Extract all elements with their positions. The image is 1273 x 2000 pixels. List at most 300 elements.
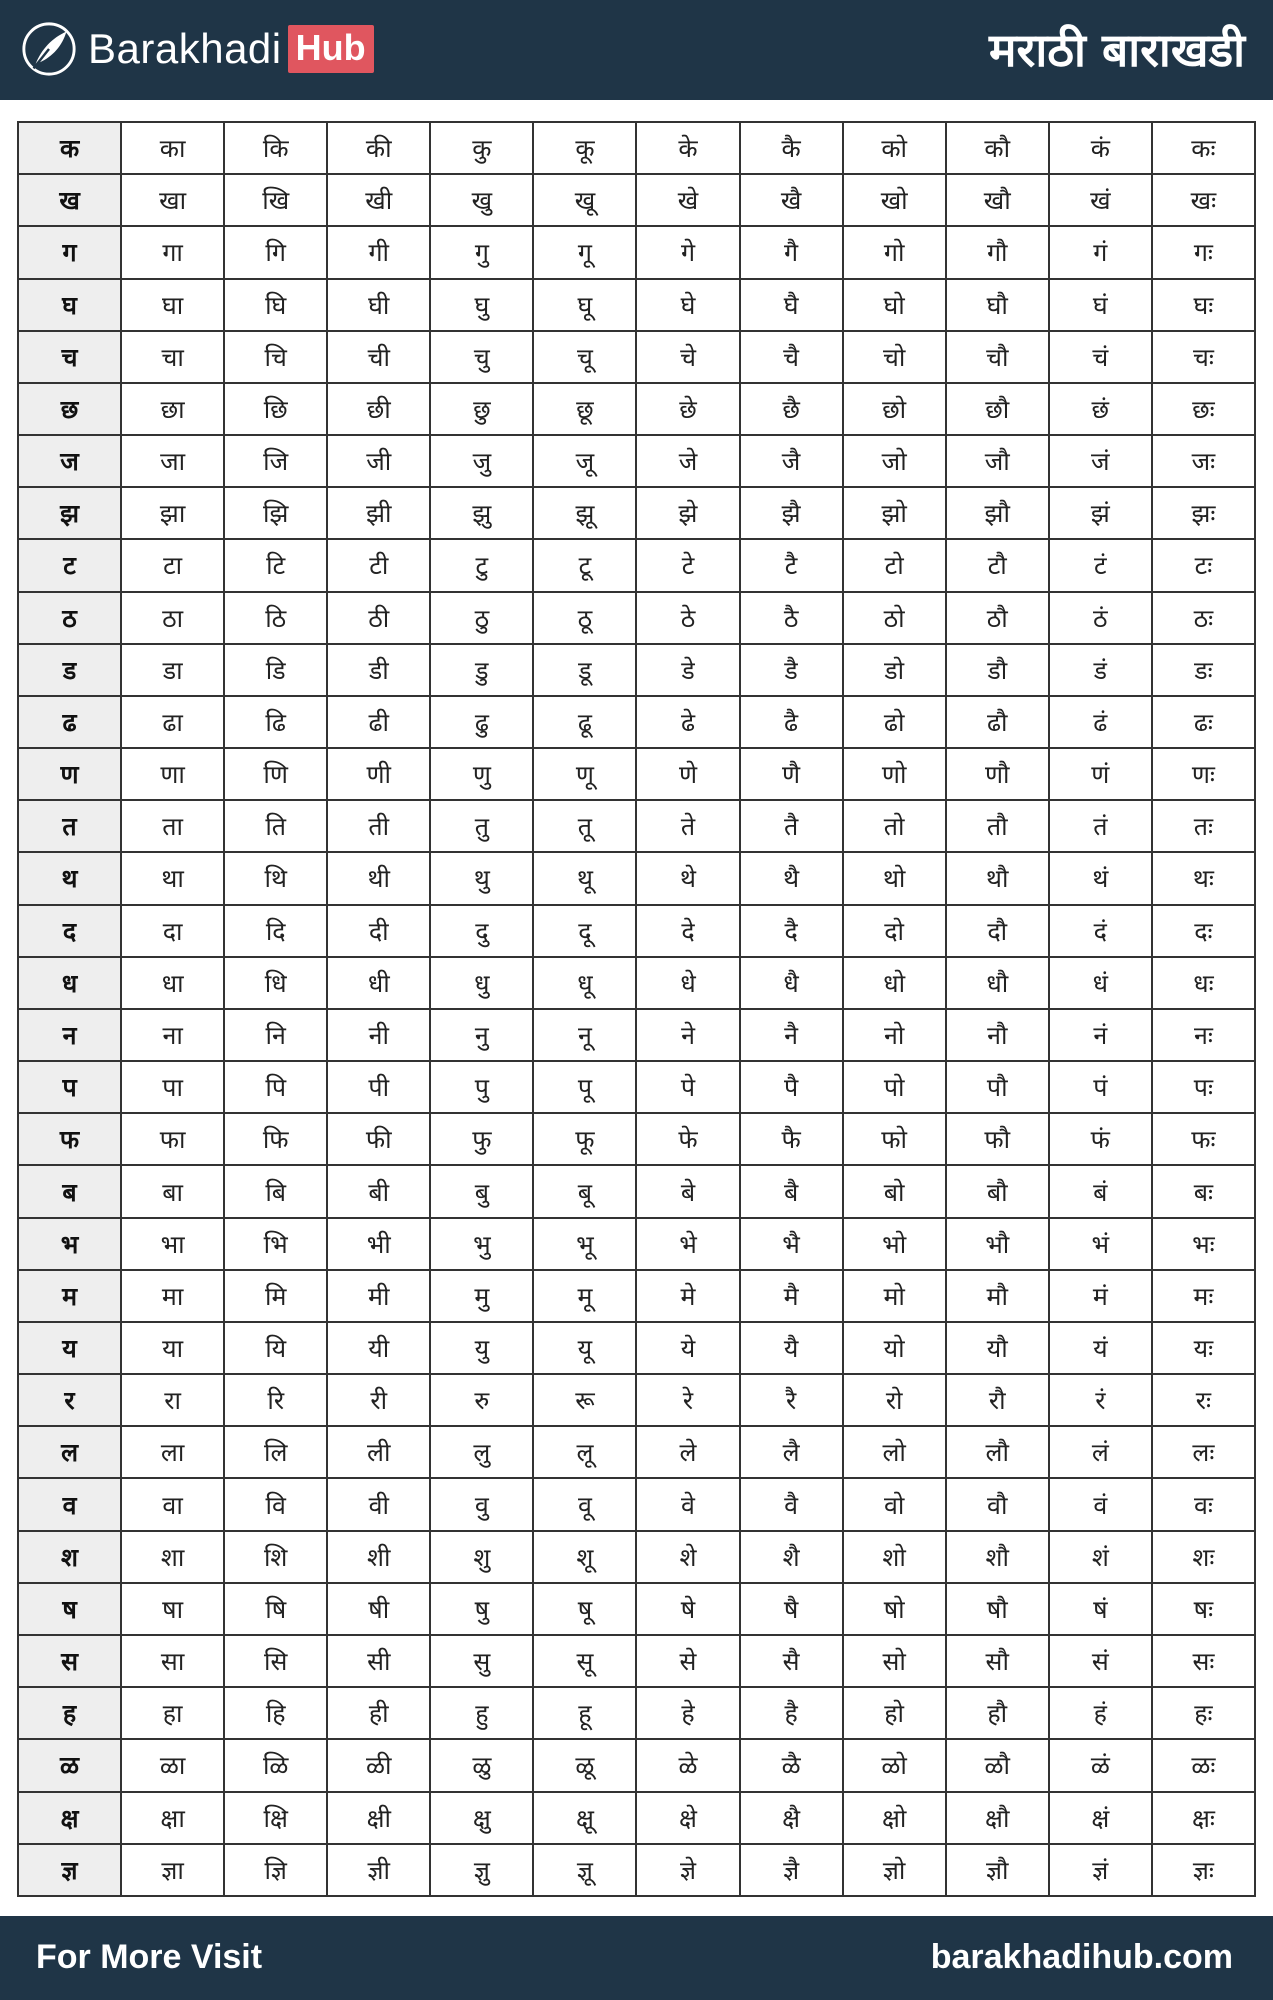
syllable-cell: धी	[327, 957, 430, 1009]
syllable-cell: ठं	[1049, 592, 1152, 644]
syllable-cell: लि	[224, 1426, 327, 1478]
syllable-cell: ज्ञे	[636, 1844, 739, 1896]
syllable-cell: दि	[224, 905, 327, 957]
syllable-cell: थौ	[946, 852, 1049, 904]
table-row	[18, 539, 1255, 591]
syllable-cell: वे	[636, 1478, 739, 1530]
consonant-cell: स	[18, 1635, 121, 1687]
table-row	[18, 748, 1255, 800]
syllable-cell: णी	[327, 748, 430, 800]
syllable-cell: लू	[533, 1426, 636, 1478]
syllable-cell: डं	[1049, 644, 1152, 696]
syllable-cell: षो	[843, 1583, 946, 1635]
syllable-cell: ज्ञि	[224, 1844, 327, 1896]
syllable-cell: ळै	[740, 1739, 843, 1791]
syllable-cell: ळो	[843, 1739, 946, 1791]
syllable-cell: खा	[121, 174, 224, 226]
syllable-cell: सौ	[946, 1635, 1049, 1687]
syllable-cell: गा	[121, 226, 224, 278]
syllable-cell: मः	[1152, 1270, 1255, 1322]
syllable-cell: मं	[1049, 1270, 1152, 1322]
syllable-cell: तू	[533, 800, 636, 852]
syllable-cell: कू	[533, 122, 636, 174]
syllable-cell: षा	[121, 1583, 224, 1635]
syllable-cell: क्षो	[843, 1792, 946, 1844]
syllable-cell: शो	[843, 1531, 946, 1583]
syllable-cell: यं	[1049, 1322, 1152, 1374]
syllable-cell: ढू	[533, 696, 636, 748]
syllable-cell: हा	[121, 1687, 224, 1739]
syllable-cell: दौ	[946, 905, 1049, 957]
syllable-cell: क्षु	[430, 1792, 533, 1844]
syllable-cell: घं	[1049, 279, 1152, 331]
table-row	[18, 1583, 1255, 1635]
footer-visit-label: For More Visit	[36, 1938, 263, 1976]
syllable-cell: छु	[430, 383, 533, 435]
syllable-cell: डू	[533, 644, 636, 696]
syllable-cell: कौ	[946, 122, 1049, 174]
consonant-cell: छ	[18, 383, 121, 435]
syllable-cell: ठा	[121, 592, 224, 644]
syllable-cell: यु	[430, 1322, 533, 1374]
syllable-cell: ठै	[740, 592, 843, 644]
syllable-cell: गै	[740, 226, 843, 278]
syllable-cell: टु	[430, 539, 533, 591]
syllable-cell: झि	[224, 487, 327, 539]
syllable-cell: ळा	[121, 1739, 224, 1791]
syllable-cell: नु	[430, 1009, 533, 1061]
syllable-cell: चू	[533, 331, 636, 383]
syllable-cell: बौ	[946, 1165, 1049, 1217]
syllable-cell: टः	[1152, 539, 1255, 591]
syllable-cell: नौ	[946, 1009, 1049, 1061]
syllable-cell: सै	[740, 1635, 843, 1687]
syllable-cell: खे	[636, 174, 739, 226]
syllable-cell: लै	[740, 1426, 843, 1478]
syllable-cell: जि	[224, 435, 327, 487]
syllable-cell: बे	[636, 1165, 739, 1217]
syllable-cell: ळी	[327, 1739, 430, 1791]
consonant-cell: द	[18, 905, 121, 957]
syllable-cell: शा	[121, 1531, 224, 1583]
syllable-cell: ज्ञी	[327, 1844, 430, 1896]
consonant-cell: ष	[18, 1583, 121, 1635]
syllable-cell: गू	[533, 226, 636, 278]
consonant-cell: य	[18, 1322, 121, 1374]
syllable-cell: यि	[224, 1322, 327, 1374]
syllable-cell: लः	[1152, 1426, 1255, 1478]
syllable-cell: घु	[430, 279, 533, 331]
syllable-cell: षः	[1152, 1583, 1255, 1635]
syllable-cell: शः	[1152, 1531, 1255, 1583]
syllable-cell: भू	[533, 1218, 636, 1270]
syllable-cell: रे	[636, 1374, 739, 1426]
syllable-cell: खः	[1152, 174, 1255, 226]
syllable-cell: थः	[1152, 852, 1255, 904]
syllable-cell: घो	[843, 279, 946, 331]
syllable-cell: घि	[224, 279, 327, 331]
syllable-cell: फी	[327, 1113, 430, 1165]
table-row	[18, 1374, 1255, 1426]
syllable-cell: णि	[224, 748, 327, 800]
syllable-cell: ता	[121, 800, 224, 852]
table-row	[18, 1113, 1255, 1165]
syllable-cell: णौ	[946, 748, 1049, 800]
syllable-cell: झै	[740, 487, 843, 539]
syllable-cell: णे	[636, 748, 739, 800]
syllable-cell: दः	[1152, 905, 1255, 957]
syllable-cell: शे	[636, 1531, 739, 1583]
syllable-cell: घै	[740, 279, 843, 331]
syllable-cell: पी	[327, 1061, 430, 1113]
syllable-cell: धि	[224, 957, 327, 1009]
table-row	[18, 1061, 1255, 1113]
consonant-cell: घ	[18, 279, 121, 331]
table-row	[18, 331, 1255, 383]
syllable-cell: चु	[430, 331, 533, 383]
syllable-cell: ळं	[1049, 1739, 1152, 1791]
syllable-cell: यो	[843, 1322, 946, 1374]
syllable-cell: हू	[533, 1687, 636, 1739]
table-row	[18, 957, 1255, 1009]
syllable-cell: जौ	[946, 435, 1049, 487]
syllable-cell: लो	[843, 1426, 946, 1478]
consonant-cell: ध	[18, 957, 121, 1009]
syllable-cell: पे	[636, 1061, 739, 1113]
syllable-cell: क्षे	[636, 1792, 739, 1844]
syllable-cell: वः	[1152, 1478, 1255, 1530]
syllable-cell: फो	[843, 1113, 946, 1165]
consonant-cell: व	[18, 1478, 121, 1530]
syllable-cell: झे	[636, 487, 739, 539]
syllable-cell: रि	[224, 1374, 327, 1426]
syllable-cell: छै	[740, 383, 843, 435]
syllable-cell: खी	[327, 174, 430, 226]
syllable-cell: लं	[1049, 1426, 1152, 1478]
syllable-cell: ये	[636, 1322, 739, 1374]
syllable-cell: ना	[121, 1009, 224, 1061]
syllable-cell: छौ	[946, 383, 1049, 435]
syllable-cell: शं	[1049, 1531, 1152, 1583]
syllable-cell: रु	[430, 1374, 533, 1426]
syllable-cell: कि	[224, 122, 327, 174]
syllable-cell: नो	[843, 1009, 946, 1061]
syllable-cell: कु	[430, 122, 533, 174]
syllable-cell: या	[121, 1322, 224, 1374]
syllable-cell: डु	[430, 644, 533, 696]
consonant-cell: प	[18, 1061, 121, 1113]
syllable-cell: णू	[533, 748, 636, 800]
syllable-cell: धा	[121, 957, 224, 1009]
syllable-cell: डा	[121, 644, 224, 696]
syllable-cell: टि	[224, 539, 327, 591]
table-row	[18, 644, 1255, 696]
table-row	[18, 852, 1255, 904]
consonant-cell: न	[18, 1009, 121, 1061]
syllable-cell: धै	[740, 957, 843, 1009]
syllable-cell: गु	[430, 226, 533, 278]
consonant-cell: ड	[18, 644, 121, 696]
syllable-cell: जू	[533, 435, 636, 487]
table-row	[18, 1531, 1255, 1583]
syllable-cell: हौ	[946, 1687, 1049, 1739]
syllable-cell: डः	[1152, 644, 1255, 696]
syllable-cell: ढो	[843, 696, 946, 748]
syllable-cell: गे	[636, 226, 739, 278]
syllable-cell: घा	[121, 279, 224, 331]
syllable-cell: छो	[843, 383, 946, 435]
syllable-cell: ज्ञू	[533, 1844, 636, 1896]
syllable-cell: शि	[224, 1531, 327, 1583]
syllable-cell: हं	[1049, 1687, 1152, 1739]
syllable-cell: टा	[121, 539, 224, 591]
table-row	[18, 1792, 1255, 1844]
syllable-cell: चा	[121, 331, 224, 383]
syllable-cell: वु	[430, 1478, 533, 1530]
syllable-cell: ठो	[843, 592, 946, 644]
syllable-cell: धू	[533, 957, 636, 1009]
syllable-cell: फै	[740, 1113, 843, 1165]
syllable-cell: झू	[533, 487, 636, 539]
table-row	[18, 1270, 1255, 1322]
syllable-cell: बि	[224, 1165, 327, 1217]
syllable-cell: क्षं	[1049, 1792, 1152, 1844]
syllable-cell: षै	[740, 1583, 843, 1635]
syllable-cell: झो	[843, 487, 946, 539]
syllable-cell: झु	[430, 487, 533, 539]
syllable-cell: जः	[1152, 435, 1255, 487]
consonant-cell: ब	[18, 1165, 121, 1217]
syllable-cell: दो	[843, 905, 946, 957]
syllable-cell: जं	[1049, 435, 1152, 487]
syllable-cell: ते	[636, 800, 739, 852]
syllable-cell: शु	[430, 1531, 533, 1583]
syllable-cell: ला	[121, 1426, 224, 1478]
consonant-cell: थ	[18, 852, 121, 904]
syllable-cell: घौ	[946, 279, 1049, 331]
syllable-cell: तः	[1152, 800, 1255, 852]
syllable-cell: ठी	[327, 592, 430, 644]
syllable-cell: फा	[121, 1113, 224, 1165]
syllable-cell: धौ	[946, 957, 1049, 1009]
syllable-cell: पो	[843, 1061, 946, 1113]
syllable-cell: गौ	[946, 226, 1049, 278]
syllable-cell: ळः	[1152, 1739, 1255, 1791]
syllable-cell: षू	[533, 1583, 636, 1635]
syllable-cell: फे	[636, 1113, 739, 1165]
syllable-cell: भो	[843, 1218, 946, 1270]
syllable-cell: खि	[224, 174, 327, 226]
syllable-cell: जा	[121, 435, 224, 487]
syllable-cell: तो	[843, 800, 946, 852]
syllable-cell: जे	[636, 435, 739, 487]
syllable-cell: णै	[740, 748, 843, 800]
consonant-cell: ज्ञ	[18, 1844, 121, 1896]
syllable-cell: सु	[430, 1635, 533, 1687]
syllable-cell: ज्ञु	[430, 1844, 533, 1896]
syllable-cell: रा	[121, 1374, 224, 1426]
syllable-cell: णं	[1049, 748, 1152, 800]
syllable-cell: क्षा	[121, 1792, 224, 1844]
syllable-cell: धो	[843, 957, 946, 1009]
consonant-cell: क्ष	[18, 1792, 121, 1844]
syllable-cell: भै	[740, 1218, 843, 1270]
consonant-cell: ज	[18, 435, 121, 487]
syllable-cell: दा	[121, 905, 224, 957]
syllable-cell: पा	[121, 1061, 224, 1113]
syllable-cell: थु	[430, 852, 533, 904]
syllable-cell: ळे	[636, 1739, 739, 1791]
syllable-cell: क्षै	[740, 1792, 843, 1844]
syllable-cell: थि	[224, 852, 327, 904]
syllable-cell: ढि	[224, 696, 327, 748]
syllable-cell: लौ	[946, 1426, 1049, 1478]
syllable-cell: तौ	[946, 800, 1049, 852]
table-row	[18, 1844, 1255, 1896]
syllable-cell: मे	[636, 1270, 739, 1322]
syllable-cell: भि	[224, 1218, 327, 1270]
syllable-cell: णः	[1152, 748, 1255, 800]
syllable-cell: बू	[533, 1165, 636, 1217]
syllable-cell: डि	[224, 644, 327, 696]
syllable-cell: बा	[121, 1165, 224, 1217]
syllable-cell: बी	[327, 1165, 430, 1217]
syllable-cell: पै	[740, 1061, 843, 1113]
syllable-cell: खं	[1049, 174, 1152, 226]
table-row	[18, 122, 1255, 174]
consonant-cell: त	[18, 800, 121, 852]
syllable-cell: खै	[740, 174, 843, 226]
syllable-cell: थो	[843, 852, 946, 904]
syllable-cell: दै	[740, 905, 843, 957]
syllable-cell: ळौ	[946, 1739, 1049, 1791]
syllable-cell: ठे	[636, 592, 739, 644]
syllable-cell: है	[740, 1687, 843, 1739]
syllable-cell: वू	[533, 1478, 636, 1530]
table-row	[18, 1009, 1255, 1061]
consonant-cell: म	[18, 1270, 121, 1322]
syllable-cell: ज्ञा	[121, 1844, 224, 1896]
table-row	[18, 435, 1255, 487]
syllable-cell: ढं	[1049, 696, 1152, 748]
syllable-cell: णो	[843, 748, 946, 800]
syllable-cell: सा	[121, 1635, 224, 1687]
syllable-cell: कै	[740, 122, 843, 174]
syllable-cell: मौ	[946, 1270, 1049, 1322]
syllable-cell: डी	[327, 644, 430, 696]
syllable-cell: चै	[740, 331, 843, 383]
syllable-cell: वौ	[946, 1478, 1049, 1530]
syllable-cell: फि	[224, 1113, 327, 1165]
syllable-cell: टै	[740, 539, 843, 591]
syllable-cell: पः	[1152, 1061, 1255, 1113]
consonant-cell: र	[18, 1374, 121, 1426]
consonant-cell: ढ	[18, 696, 121, 748]
syllable-cell: कः	[1152, 122, 1255, 174]
syllable-cell: हः	[1152, 1687, 1255, 1739]
syllable-cell: सो	[843, 1635, 946, 1687]
syllable-cell: बो	[843, 1165, 946, 1217]
syllable-cell: झी	[327, 487, 430, 539]
consonant-cell: क	[18, 122, 121, 174]
syllable-cell: क्षी	[327, 1792, 430, 1844]
syllable-cell: मो	[843, 1270, 946, 1322]
syllable-cell: ली	[327, 1426, 430, 1478]
table-row	[18, 1687, 1255, 1739]
syllable-cell: ले	[636, 1426, 739, 1478]
syllable-cell: फौ	[946, 1113, 1049, 1165]
syllable-cell: रो	[843, 1374, 946, 1426]
table-row	[18, 174, 1255, 226]
syllable-cell: षु	[430, 1583, 533, 1635]
syllable-cell: यी	[327, 1322, 430, 1374]
syllable-cell: सं	[1049, 1635, 1152, 1687]
syllable-cell: मा	[121, 1270, 224, 1322]
syllable-cell: छी	[327, 383, 430, 435]
consonant-cell: ण	[18, 748, 121, 800]
syllable-cell: शू	[533, 1531, 636, 1583]
syllable-cell: मि	[224, 1270, 327, 1322]
syllable-cell: षे	[636, 1583, 739, 1635]
syllable-cell: चौ	[946, 331, 1049, 383]
syllable-cell: ढी	[327, 696, 430, 748]
syllable-cell: भः	[1152, 1218, 1255, 1270]
consonant-cell: ळ	[18, 1739, 121, 1791]
syllable-cell: नी	[327, 1009, 430, 1061]
syllable-cell: गः	[1152, 226, 1255, 278]
syllable-cell: यः	[1152, 1322, 1255, 1374]
syllable-cell: ळि	[224, 1739, 327, 1791]
consonant-cell: ख	[18, 174, 121, 226]
syllable-cell: धः	[1152, 957, 1255, 1009]
syllable-cell: से	[636, 1635, 739, 1687]
syllable-cell: लु	[430, 1426, 533, 1478]
site-logo[interactable]	[20, 14, 374, 84]
syllable-cell: रू	[533, 1374, 636, 1426]
consonant-cell: ट	[18, 539, 121, 591]
syllable-cell: धु	[430, 957, 533, 1009]
syllable-cell: छः	[1152, 383, 1255, 435]
syllable-cell: ढु	[430, 696, 533, 748]
page-title: मराठी बाराखडी	[989, 23, 1245, 77]
table-row	[18, 1218, 1255, 1270]
syllable-cell: ठौ	[946, 592, 1049, 644]
table-row	[18, 1322, 1255, 1374]
syllable-cell: चः	[1152, 331, 1255, 383]
syllable-cell: षि	[224, 1583, 327, 1635]
syllable-cell: ढा	[121, 696, 224, 748]
footer-website-link[interactable]: barakhadihub.com	[930, 1938, 1233, 1976]
syllable-cell: नू	[533, 1009, 636, 1061]
syllable-cell: क्षू	[533, 1792, 636, 1844]
syllable-cell: बु	[430, 1165, 533, 1217]
table-row	[18, 1739, 1255, 1791]
syllable-cell: के	[636, 122, 739, 174]
syllable-cell: ज्ञो	[843, 1844, 946, 1896]
syllable-cell: ळु	[430, 1739, 533, 1791]
syllable-cell: टौ	[946, 539, 1049, 591]
syllable-cell: डो	[843, 644, 946, 696]
syllable-cell: वी	[327, 1478, 430, 1530]
syllable-cell: बः	[1152, 1165, 1255, 1217]
syllable-cell: घी	[327, 279, 430, 331]
syllable-cell: छू	[533, 383, 636, 435]
syllable-cell: दी	[327, 905, 430, 957]
syllable-cell: दं	[1049, 905, 1152, 957]
syllable-cell: रै	[740, 1374, 843, 1426]
syllable-cell: टू	[533, 539, 636, 591]
table-row	[18, 1426, 1255, 1478]
